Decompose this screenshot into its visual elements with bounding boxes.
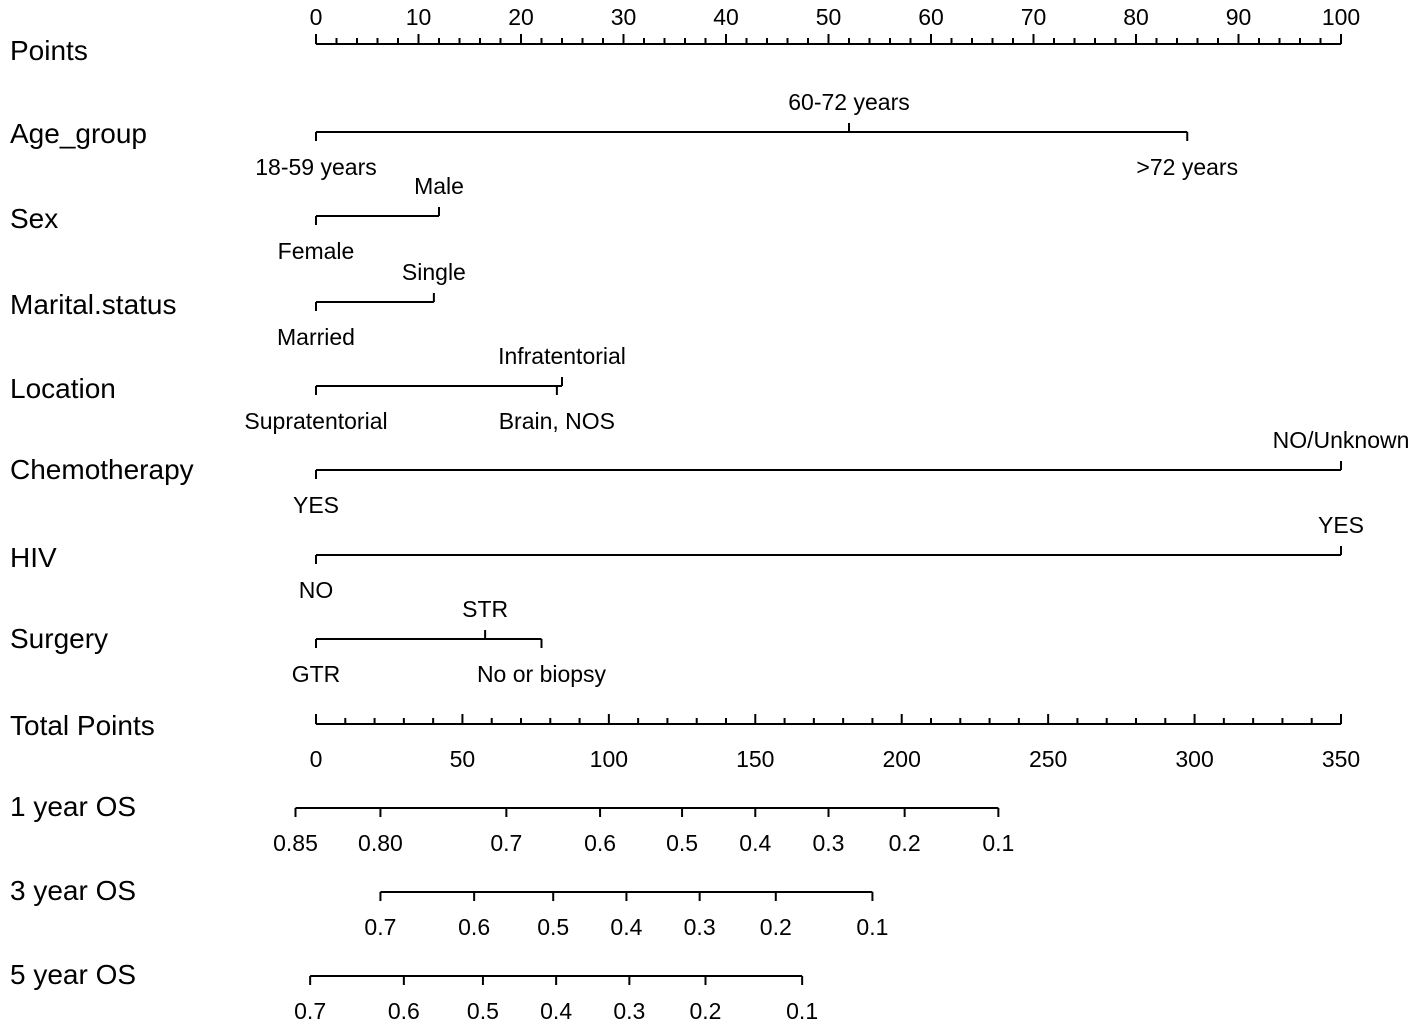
survival-tick-label-5-year-os: 0.3: [613, 998, 646, 1024]
survival-scale-label-5-year-os: 5 year OS: [10, 959, 137, 990]
points-tick-label: 90: [1225, 4, 1252, 30]
survival-tick-label-1-year-os: 0.2: [888, 830, 921, 856]
points-tick-label: 100: [1321, 4, 1361, 30]
survival-tick-label-1-year-os: 0.6: [584, 830, 617, 856]
survival-tick-label-3-year-os: 0.7: [364, 914, 397, 940]
points-tick-label: 30: [610, 4, 637, 30]
variable-label-age-group: Age_group: [10, 118, 148, 149]
survival-scale-label-1-year-os: 1 year OS: [10, 791, 137, 822]
total-points-tick-label: 200: [882, 746, 921, 772]
survival-tick-label-3-year-os: 0.3: [683, 914, 716, 940]
points-axis-label: Points: [10, 35, 88, 66]
level-label-location: Infratentorial: [498, 343, 626, 369]
survival-tick-label-3-year-os: 0.4: [610, 914, 643, 940]
survival-tick-label-3-year-os: 0.6: [458, 914, 491, 940]
survival-scale-label-3-year-os: 3 year OS: [10, 875, 137, 906]
level-label-age-group: >72 years: [1136, 154, 1239, 180]
survival-tick-label-1-year-os: 0.4: [739, 830, 772, 856]
level-label-surgery: STR: [462, 596, 509, 622]
level-label-hiv: NO: [298, 577, 334, 603]
variable-label-sex: Sex: [10, 203, 59, 234]
survival-tick-label-5-year-os: 0.7: [294, 998, 327, 1024]
total-points-tick-label: 50: [449, 746, 476, 772]
total-points-tick-label: 150: [736, 746, 775, 772]
level-label-chemotherapy: YES: [292, 492, 340, 518]
level-label-surgery: GTR: [291, 661, 341, 687]
level-label-marital-status: Married: [277, 324, 355, 350]
variable-label-marital-status: Marital.status: [10, 289, 177, 320]
survival-tick-label-1-year-os: 0.80: [358, 830, 403, 856]
level-label-location: Brain, NOS: [498, 408, 616, 434]
level-label-marital-status: Single: [401, 259, 466, 285]
points-tick-label: 70: [1020, 4, 1047, 30]
total-points-tick-label: 250: [1028, 746, 1068, 772]
survival-tick-label-5-year-os: 0.6: [387, 998, 420, 1024]
points-tick-label: 40: [713, 4, 739, 30]
level-label-age-group: 18-59 years: [255, 154, 377, 180]
variable-label-location: Location: [10, 373, 116, 404]
survival-tick-label-1-year-os: 0.1: [982, 830, 1015, 856]
total-points-tick-label: 0: [309, 746, 323, 772]
points-tick-label: 50: [815, 4, 842, 30]
level-label-sex: Male: [414, 173, 464, 199]
variable-label-chemotherapy: Chemotherapy: [10, 454, 194, 485]
survival-tick-label-3-year-os: 0.5: [537, 914, 570, 940]
level-label-location: Supratentorial: [244, 408, 388, 434]
points-tick-label: 20: [508, 4, 534, 30]
survival-tick-label-5-year-os: 0.2: [689, 998, 722, 1024]
level-label-age-group: 60-72 years: [788, 89, 910, 115]
points-tick-label: 10: [405, 4, 432, 30]
points-tick-label: 0: [309, 4, 323, 30]
level-label-chemotherapy: NO/Unknown: [1272, 427, 1410, 453]
points-tick-label: 80: [1123, 4, 1149, 30]
survival-tick-label-5-year-os: 0.4: [540, 998, 573, 1024]
survival-tick-label-1-year-os: 0.5: [666, 830, 699, 856]
survival-tick-label-5-year-os: 0.5: [466, 998, 499, 1024]
survival-tick-label-3-year-os: 0.2: [759, 914, 792, 940]
survival-tick-label-3-year-os: 0.1: [856, 914, 889, 940]
points-tick-label: 60: [918, 4, 944, 30]
total-points-tick-label: 100: [589, 746, 629, 772]
variable-label-surgery: Surgery: [10, 623, 109, 654]
level-label-sex: Female: [277, 238, 355, 264]
total-points-tick-label: 300: [1175, 746, 1214, 772]
total-points-axis-label: Total Points: [10, 710, 155, 741]
total-points-tick-label: 350: [1321, 746, 1361, 772]
level-label-hiv: YES: [1317, 512, 1365, 538]
survival-tick-label-1-year-os: 0.7: [490, 830, 523, 856]
survival-tick-label-5-year-os: 0.1: [786, 998, 819, 1024]
survival-tick-label-1-year-os: 0.85: [273, 830, 318, 856]
level-label-surgery: No or biopsy: [476, 661, 607, 687]
variable-label-hiv: HIV: [10, 542, 57, 573]
survival-tick-label-1-year-os: 0.3: [812, 830, 845, 856]
